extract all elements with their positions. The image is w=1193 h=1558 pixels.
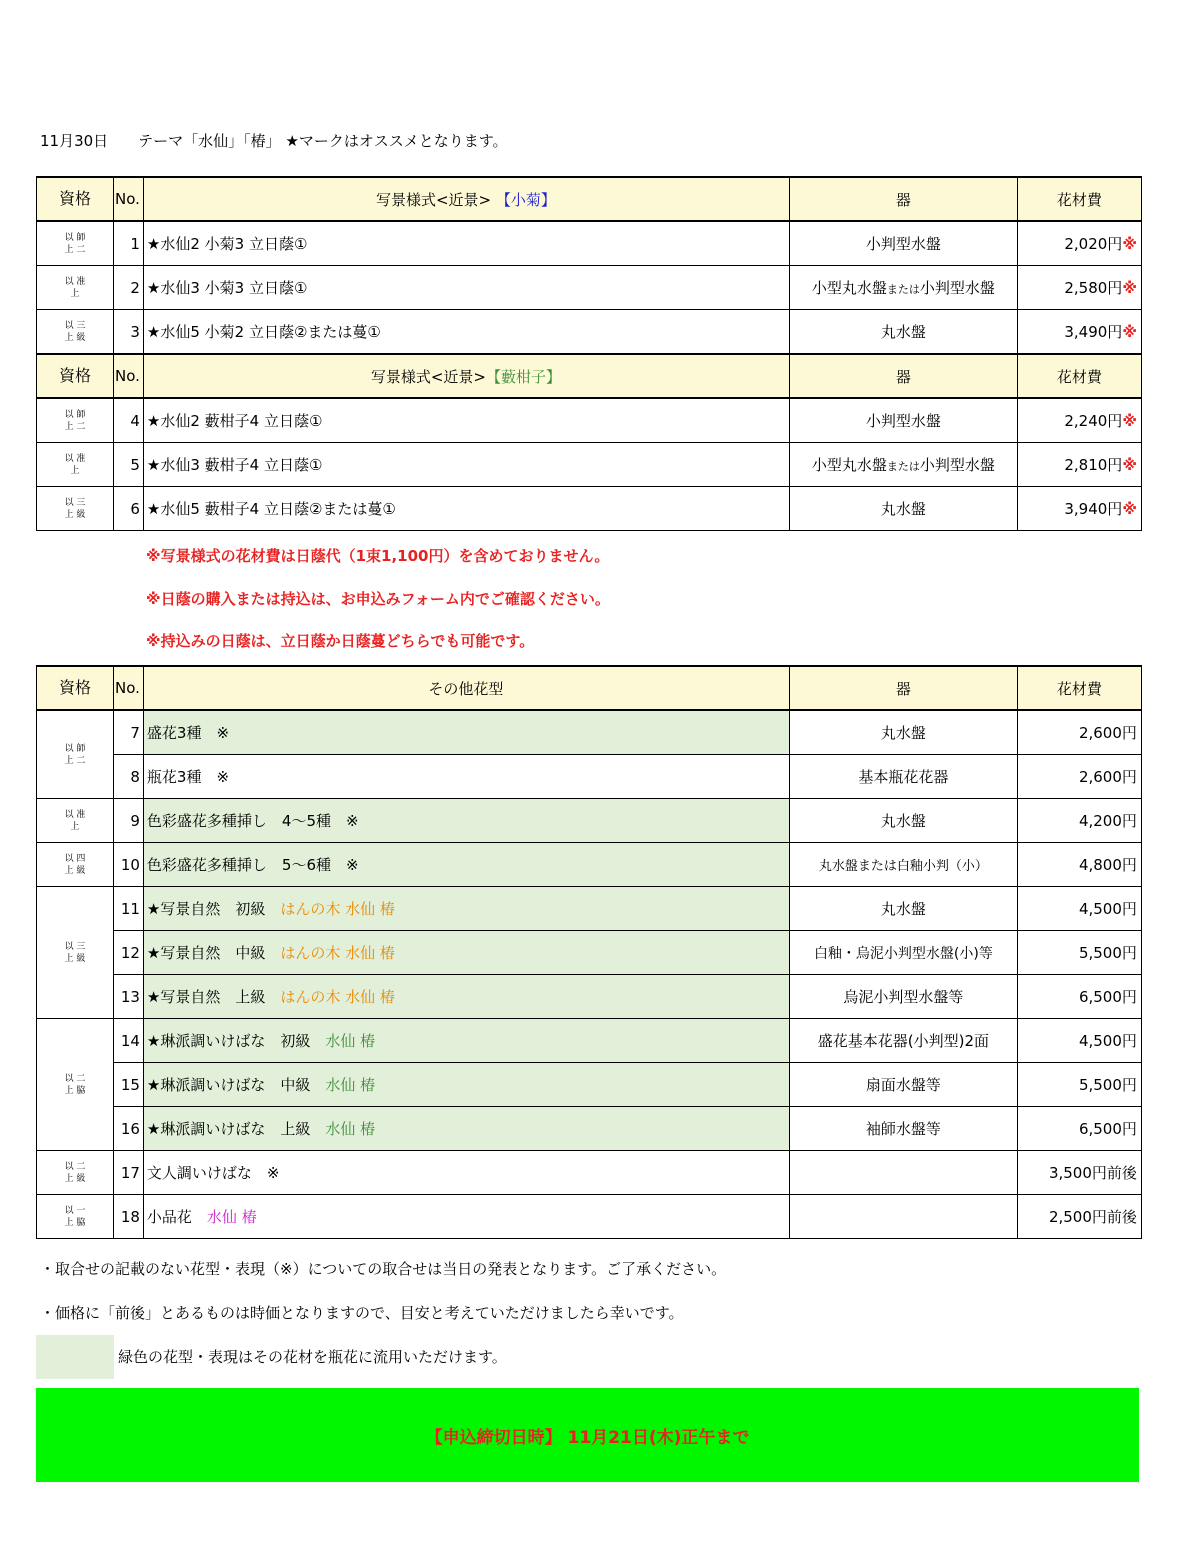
row-vessel: 烏泥小判型水盤等 bbox=[789, 975, 1017, 1019]
table-header bbox=[37, 354, 1142, 398]
header-vessel: 器 bbox=[789, 354, 1017, 398]
row-name: 盛花3種 ※ bbox=[143, 710, 789, 755]
row-price: 3,490円※ bbox=[1017, 310, 1141, 355]
note-1: ※写景様式の花材費は日蔭代（1束1,100円）を含めておりません。 bbox=[146, 547, 610, 565]
qualification: 以 二 上 脇 bbox=[37, 1019, 114, 1151]
row-price: 3,940円※ bbox=[1017, 487, 1141, 531]
table-row bbox=[37, 310, 1142, 355]
qualification: 以 准 上 bbox=[37, 799, 114, 843]
row-no: 16 bbox=[114, 1107, 144, 1151]
row-name: ★写景自然 中級 はんの木 水仙 椿 bbox=[143, 931, 789, 975]
footer-note-2: ・価格に「前後」とあるものは時価となりますので、目安と考えていただけましたら幸いです。 bbox=[40, 1304, 684, 1322]
deadline-text: 【申込締切日時】 11月21日(木)正午まで bbox=[425, 1427, 750, 1448]
row-no: 3 bbox=[114, 310, 144, 355]
row-vessel bbox=[789, 1151, 1017, 1195]
header-price: 花材費 bbox=[1017, 666, 1141, 710]
row-price: 2,020円※ bbox=[1017, 221, 1141, 266]
table-shakei bbox=[36, 176, 1142, 531]
row-name: ★琳派調いけばな 初級 水仙 椿 bbox=[143, 1019, 789, 1063]
row-price: 2,810円※ bbox=[1017, 443, 1141, 487]
legend-swatch bbox=[36, 1335, 114, 1379]
table-row bbox=[37, 1019, 1142, 1063]
row-no: 11 bbox=[114, 887, 144, 931]
row-no: 2 bbox=[114, 266, 144, 310]
row-no: 15 bbox=[114, 1063, 144, 1107]
row-name: ★水仙3 小菊3 立日蔭① bbox=[143, 266, 789, 310]
table-row bbox=[37, 221, 1142, 266]
table-row bbox=[37, 931, 1142, 975]
row-name: ★写景自然 上級 はんの木 水仙 椿 bbox=[143, 975, 789, 1019]
row-no: 17 bbox=[114, 1151, 144, 1195]
row-price: 2,580円※ bbox=[1017, 266, 1141, 310]
table-row bbox=[37, 887, 1142, 931]
qualification: 以 三 上 級 bbox=[37, 487, 114, 531]
header-qual: 資格 bbox=[37, 177, 114, 221]
row-no: 18 bbox=[114, 1195, 144, 1239]
row-vessel: 扇面水盤等 bbox=[789, 1063, 1017, 1107]
row-no: 9 bbox=[114, 799, 144, 843]
header-no: No. bbox=[114, 354, 144, 398]
row-name: 色彩盛花多種挿し 5～6種 ※ bbox=[143, 843, 789, 887]
table-row bbox=[37, 1107, 1142, 1151]
qualification: 以 准 上 bbox=[37, 443, 114, 487]
row-vessel: 丸水盤 bbox=[789, 887, 1017, 931]
row-price: 2,600円 bbox=[1017, 755, 1141, 799]
qualification: 以 一 上 脇 bbox=[37, 1195, 114, 1239]
row-name: ★水仙5 小菊2 立日蔭②または蔓① bbox=[143, 310, 789, 355]
table-row bbox=[37, 799, 1142, 843]
row-name: 瓶花3種 ※ bbox=[143, 755, 789, 799]
row-no: 5 bbox=[114, 443, 144, 487]
header-qual: 資格 bbox=[37, 354, 114, 398]
row-name: ★琳派調いけばな 中級 水仙 椿 bbox=[143, 1063, 789, 1107]
row-vessel: 白釉・烏泥小判型水盤(小)等 bbox=[789, 931, 1017, 975]
row-no: 10 bbox=[114, 843, 144, 887]
row-no: 12 bbox=[114, 931, 144, 975]
qualification: 以 師 上 二 bbox=[37, 398, 114, 443]
header-price: 花材費 bbox=[1017, 354, 1141, 398]
table-row bbox=[37, 1151, 1142, 1195]
footer-note-1: ・取合せの記載のない花型・表現（※）についての取合せは当日の発表となります。ご了承ください。 bbox=[40, 1260, 727, 1278]
header-title: 写景様式<近景> 【小菊】 bbox=[143, 177, 789, 221]
row-vessel: 小判型水盤 bbox=[789, 221, 1017, 266]
row-price: 6,500円 bbox=[1017, 975, 1141, 1019]
header-vessel: 器 bbox=[789, 177, 1017, 221]
row-name: 小品花 水仙 椿 bbox=[143, 1195, 789, 1239]
row-name: ★水仙5 藪柑子4 立日蔭②または蔓① bbox=[143, 487, 789, 531]
row-price: 2,500円前後 bbox=[1017, 1195, 1141, 1239]
row-name: ★水仙2 藪柑子4 立日蔭① bbox=[143, 398, 789, 443]
row-price: 2,600円 bbox=[1017, 710, 1141, 755]
intro-line: 11月30日 テーマ「水仙」「椿」 ★マークはオススメとなります。 bbox=[40, 132, 508, 150]
table-other-styles bbox=[36, 665, 1142, 1239]
qualification: 以 准 上 bbox=[37, 266, 114, 310]
row-vessel: 丸水盤 bbox=[789, 310, 1017, 355]
header-price: 花材費 bbox=[1017, 177, 1141, 221]
row-no: 14 bbox=[114, 1019, 144, 1063]
header-qual: 資格 bbox=[37, 666, 114, 710]
row-price: 2,240円※ bbox=[1017, 398, 1141, 443]
row-vessel: 丸水盤 bbox=[789, 487, 1017, 531]
row-no: 7 bbox=[114, 710, 144, 755]
header-title: その他花型 bbox=[143, 666, 789, 710]
table-row bbox=[37, 975, 1142, 1019]
qualification: 以 三 上 級 bbox=[37, 310, 114, 355]
row-price: 6,500円 bbox=[1017, 1107, 1141, 1151]
table-row bbox=[37, 443, 1142, 487]
row-price: 4,500円 bbox=[1017, 887, 1141, 931]
table-header bbox=[37, 666, 1142, 710]
row-price: 5,500円 bbox=[1017, 1063, 1141, 1107]
qualification: 以 四 上 級 bbox=[37, 843, 114, 887]
row-no: 4 bbox=[114, 398, 144, 443]
header-vessel: 器 bbox=[789, 666, 1017, 710]
row-name: ★水仙2 小菊3 立日蔭① bbox=[143, 221, 789, 266]
row-name: ★琳派調いけばな 上級 水仙 椿 bbox=[143, 1107, 789, 1151]
row-name: 文人調いけばな ※ bbox=[143, 1151, 789, 1195]
row-no: 13 bbox=[114, 975, 144, 1019]
row-no: 1 bbox=[114, 221, 144, 266]
row-vessel: 盛花基本花器(小判型)2面 bbox=[789, 1019, 1017, 1063]
table-row bbox=[37, 1195, 1142, 1239]
row-vessel: 丸水盤または白釉小判（小） bbox=[789, 843, 1017, 887]
row-no: 6 bbox=[114, 487, 144, 531]
note-2: ※日蔭の購入または持込は、お申込みフォーム内でご確認ください。 bbox=[146, 590, 610, 608]
header-no: No. bbox=[114, 177, 144, 221]
row-vessel: 小型丸水盤または小判型水盤 bbox=[789, 443, 1017, 487]
row-no: 8 bbox=[114, 755, 144, 799]
table-row bbox=[37, 1063, 1142, 1107]
row-price: 4,800円 bbox=[1017, 843, 1141, 887]
table-row bbox=[37, 710, 1142, 755]
row-name: 色彩盛花多種挿し 4～5種 ※ bbox=[143, 799, 789, 843]
row-vessel: 丸水盤 bbox=[789, 799, 1017, 843]
qualification: 以 二 上 級 bbox=[37, 1151, 114, 1195]
row-vessel: 丸水盤 bbox=[789, 710, 1017, 755]
row-name: ★写景自然 初級 はんの木 水仙 椿 bbox=[143, 887, 789, 931]
table-header bbox=[37, 177, 1142, 221]
row-price: 4,200円 bbox=[1017, 799, 1141, 843]
row-name: ★水仙3 藪柑子4 立日蔭① bbox=[143, 443, 789, 487]
header-no: No. bbox=[114, 666, 144, 710]
table-row bbox=[37, 398, 1142, 443]
row-vessel: 袖師水盤等 bbox=[789, 1107, 1017, 1151]
row-vessel: 小判型水盤 bbox=[789, 398, 1017, 443]
qualification: 以 師 上 二 bbox=[37, 710, 114, 799]
note-3: ※持込みの日蔭は、立日蔭か日蔭蔓どちらでも可能です。 bbox=[146, 632, 535, 650]
qualification: 以 三 上 級 bbox=[37, 887, 114, 1019]
legend-text: 緑色の花型・表現はその花材を瓶花に流用いただけます。 bbox=[118, 1348, 507, 1366]
table-row bbox=[37, 266, 1142, 310]
table-row bbox=[37, 487, 1142, 531]
row-vessel: 基本瓶花花器 bbox=[789, 755, 1017, 799]
table-row bbox=[37, 843, 1142, 887]
row-vessel: 小型丸水盤または小判型水盤 bbox=[789, 266, 1017, 310]
row-price: 5,500円 bbox=[1017, 931, 1141, 975]
deadline-banner bbox=[36, 1388, 1139, 1482]
header-title: 写景様式<近景>【藪柑子】 bbox=[143, 354, 789, 398]
row-price: 3,500円前後 bbox=[1017, 1151, 1141, 1195]
table-row bbox=[37, 755, 1142, 799]
qualification: 以 師 上 二 bbox=[37, 221, 114, 266]
row-price: 4,500円 bbox=[1017, 1019, 1141, 1063]
row-vessel bbox=[789, 1195, 1017, 1239]
